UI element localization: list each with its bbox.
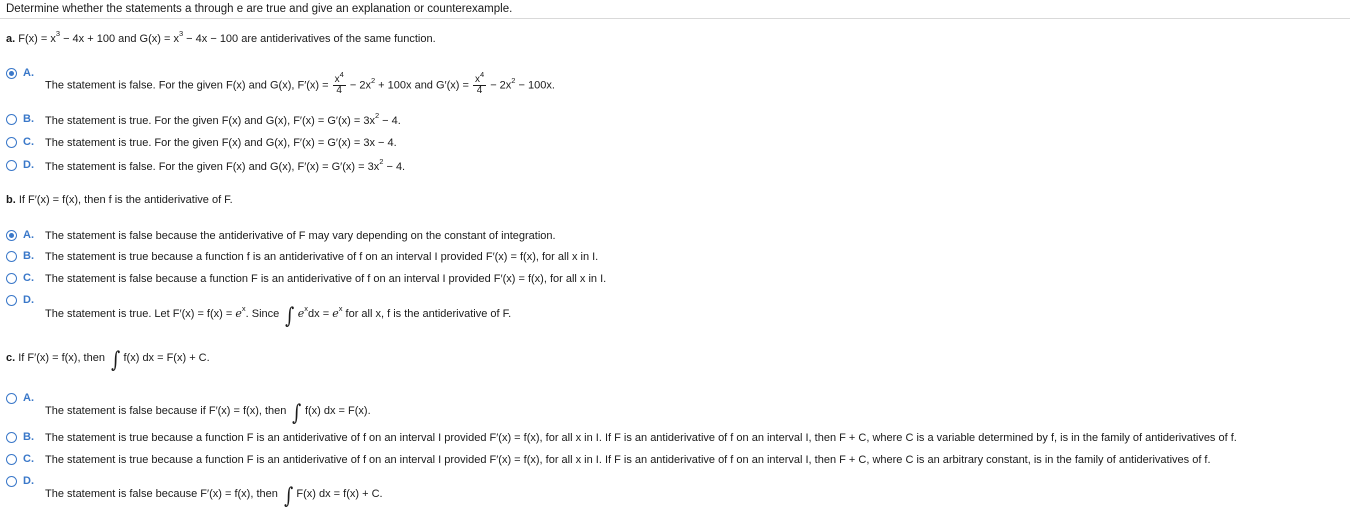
instructions-text: Determine whether the statements a through e are true and give an explanation or counterexample. [6, 3, 513, 15]
math-e: e [235, 307, 242, 320]
option-letter: D. [23, 475, 34, 487]
option-text [45, 230, 556, 242]
option-text [45, 157, 406, 173]
text-run: The statement is true. For the given F(x) and G(x), F′(x) = G′(x) = 3x − 4. [45, 137, 397, 149]
integral-sign: ∫ [284, 484, 294, 509]
radio-button[interactable] [6, 273, 17, 284]
text-run: The statement is true because a function F is an antiderivative of f on an interval I provided F′(x) = f(x), for all x in I. If F is an antiderivative of f on an interval I, then F + C, where C is a variable determined by f, is in the family of antiderivatives of f. [45, 432, 1237, 444]
option-text [45, 251, 598, 263]
radio-button-selected[interactable] [6, 230, 17, 241]
text-run: The statement is false because a function F is an antiderivative of f on an interval I provided F′(x) = f(x), for all x in I. [45, 273, 607, 285]
option-text [45, 304, 512, 329]
radio-button[interactable] [6, 432, 17, 443]
option-letter: B. [23, 431, 34, 443]
text-run: − 100x. [515, 79, 555, 92]
radio-button[interactable] [6, 160, 17, 171]
exponent: 4 [339, 69, 344, 79]
text-run: The statement is true. Let F′(x) = f(x) = [45, 308, 236, 320]
integral-sign: ∫ [111, 348, 121, 373]
radio-button[interactable] [6, 295, 17, 306]
text-run: The statement is false. For the given F(x) and G(x), F′(x) = G′(x) = 3x [45, 161, 380, 173]
stmt-text: − 4x + 100 and G(x) = x [60, 33, 179, 45]
text-run: − 2x [346, 79, 371, 92]
text-run: F(x) dx = f(x) + C. [296, 488, 383, 500]
text-run: The statement is false because F′(x) = f(x), then [45, 488, 281, 500]
radio-button-selected[interactable] [6, 68, 17, 79]
stmt-text: − 4x − 100 are antiderivatives of the same function. [183, 33, 436, 45]
option-text [45, 432, 1237, 444]
radio-button[interactable] [6, 454, 17, 465]
radio-button[interactable] [6, 393, 17, 404]
exponent: x [304, 304, 309, 314]
text-run: dx = [308, 308, 333, 320]
stmt-text: f(x) dx = F(x) + C. [123, 352, 210, 364]
instructions-bar [0, 0, 1350, 19]
question-label: b. [6, 194, 16, 206]
stmt-text: F(x) = x [18, 33, 56, 45]
option-letter: A. [23, 392, 34, 404]
option-text [45, 401, 371, 426]
stmt-text: If F′(x) = f(x), then [18, 352, 109, 364]
option-letter: C. [23, 136, 34, 148]
option-letter: A. [23, 229, 34, 241]
denominator: 4 [333, 85, 346, 96]
text-run: − 2x [487, 79, 512, 92]
option-text [45, 484, 383, 509]
option-letter: C. [23, 272, 34, 284]
fraction [473, 69, 486, 96]
text-run: for all x, f is the antiderivative of F. [342, 308, 512, 320]
option-text [45, 137, 397, 149]
text-run: . Since [245, 308, 283, 320]
math-e: e [332, 307, 339, 320]
integral-sign: ∫ [285, 304, 295, 329]
option-text [45, 111, 401, 127]
option-letter: D. [23, 159, 34, 171]
text-run: x [474, 74, 480, 85]
exponent: 2 [374, 111, 380, 121]
denominator: 4 [473, 85, 486, 96]
option-letter: A. [23, 67, 34, 79]
option-letter: B. [23, 250, 34, 262]
exponent: 3 [178, 29, 184, 39]
question-c [6, 348, 210, 373]
text-run: The statement is true because a function f is an antiderivative of f on an interval I provided F′(x) = f(x), for all x in I. [45, 251, 599, 263]
question-label: c. [6, 352, 16, 364]
radio-button[interactable] [6, 251, 17, 262]
radio-button[interactable] [6, 137, 17, 148]
option-text [45, 273, 606, 285]
question-b [6, 194, 233, 206]
option-letter: C. [23, 453, 34, 465]
question-a [6, 29, 436, 45]
exponent: 2 [370, 75, 376, 85]
exponent: x [241, 304, 246, 314]
option-text [45, 454, 1211, 466]
exponent: 2 [379, 157, 384, 167]
option-text [45, 69, 555, 96]
text-run: − 4. [383, 161, 406, 173]
option-letter: D. [23, 294, 34, 306]
text-run: The statement is true because a function F is an antiderivative of f on an interval I provided F′(x) = f(x), for all x in I. If F is an antiderivative of f on an interval I, then F + C, where C is an arbitrary constant, is in the family of antiderivatives of f. [45, 454, 1211, 466]
text-run: f(x) dx = F(x). [304, 405, 371, 417]
text-run: The statement is false because if F′(x) = f(x), then [45, 405, 290, 417]
text-run: − 4. [379, 115, 401, 127]
exponent: 2 [511, 75, 516, 85]
exponent: x [338, 304, 343, 314]
stmt-text: If F′(x) = f(x), then f is the antiderivative of F. [18, 194, 233, 206]
radio-button[interactable] [6, 476, 17, 487]
question-label: a. [6, 33, 16, 45]
math-e: e [297, 307, 305, 320]
exponent: 4 [479, 69, 485, 79]
radio-button[interactable] [6, 114, 17, 125]
text-run: + 100x and G′(x) = [375, 79, 472, 92]
text-run: The statement is true. For the given F(x) and G(x), F′(x) = G′(x) = 3x [45, 115, 375, 127]
text-run: x [334, 74, 340, 85]
integral-sign: ∫ [292, 401, 302, 426]
text-run: The statement is false because the antiderivative of F may vary depending on the constant of integration. [45, 230, 556, 242]
exponent: 3 [55, 29, 61, 39]
option-letter: B. [23, 113, 34, 125]
text-run: The statement is false. For the given F(x) and G(x), F′(x) = [45, 79, 332, 92]
fraction [333, 69, 346, 96]
